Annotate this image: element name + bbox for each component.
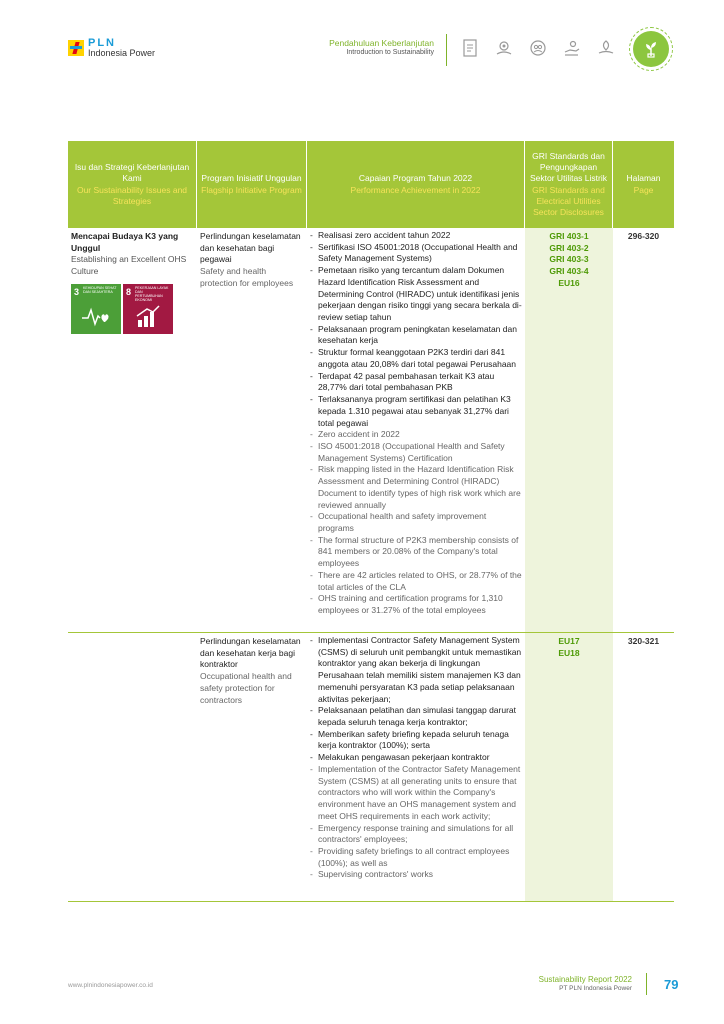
list-item: - Pelaksanaan program peningkatan keselamatan dan kesehatan kerja — [310, 324, 522, 347]
list-item: - Struktur formal keanggotaan P2K3 terdiri dari 841 anggota atau 20,08% dari total pegawai Perusahaan — [310, 347, 522, 370]
header-page-id: Halaman — [626, 173, 661, 184]
current-chapter-indicator[interactable] — [629, 27, 673, 71]
gri-code: EU18 — [558, 647, 580, 658]
list-item: - There are 42 articles related to OHS, or 28.77% of the total articles of the CLA — [310, 570, 522, 593]
header-page — [613, 141, 674, 228]
section-title-id: Pendahuluan Keberlanjutan — [329, 38, 434, 48]
page-cell: 320-321 — [627, 636, 660, 646]
header-issues — [68, 141, 197, 228]
table-row — [68, 228, 674, 632]
footer-url[interactable]: www.plnindonesiapower.co.id — [68, 982, 153, 989]
sdg-3-number: 3 — [74, 286, 80, 297]
section-title-en: Introduction to Sustainability — [346, 48, 434, 56]
sdg-8-label: PEKERJAAN LAYAK DAN PERTUMBUHAN EKONOMI — [135, 285, 169, 302]
list-item: - Providing safety briefings to all contract employees (100%); as well as — [310, 846, 522, 869]
sdg-8-number: 8 — [126, 286, 132, 297]
list-item: - Pelaksanaan pelatihan dan simulasi tanggap darurat kepada seluruh tenaga kerja kontraktor; — [310, 705, 522, 728]
sdg-badges — [71, 284, 194, 334]
section-title — [329, 38, 434, 57]
header-program — [197, 141, 307, 228]
hand-coin-icon[interactable] — [560, 36, 584, 60]
table-bottom-rule — [68, 901, 674, 902]
footer-company: PT PLN Indonesia Power — [559, 985, 632, 993]
sdg-8-icon — [123, 284, 173, 334]
gri-code: GRI 403-3 — [549, 254, 589, 265]
issue-cell — [68, 228, 197, 632]
program-title-id: Perlindungan keselamatan dan kesehatan bagi pegawai — [200, 231, 301, 265]
company-logo — [68, 38, 155, 58]
footer-report — [539, 975, 632, 994]
header-achievement-en: Performance Achievement in 2022 — [350, 184, 481, 195]
gri-code: EU17 — [558, 636, 580, 646]
table-row — [68, 632, 674, 901]
list-item: - The formal structure of P2K3 membership consists of 841 members or 20.08% of the Company's total employees — [310, 535, 522, 570]
pln-logo-icon — [68, 40, 84, 56]
logo-subtitle: Indonesia Power — [88, 48, 156, 58]
list-item: - Implementation of the Contractor Safety Management System (CSMS) at all generating units to ensure that contractors who will work within the Company's environment have an OHS management system and meet OHS requirements in each work activity; — [310, 764, 522, 823]
achievement-cell — [307, 228, 525, 632]
program-title-en: Safety and health protection for employees — [200, 266, 294, 288]
plant-plug-icon — [633, 31, 669, 67]
page-cell: 296-320 — [627, 231, 660, 241]
issue-title-en: Establishing an Excellent OHS Culture — [71, 254, 187, 277]
header-achievement — [307, 141, 525, 228]
header-issues-en: Our Sustainability Issues and Strategies — [76, 184, 188, 206]
leaf-hand-icon[interactable] — [594, 36, 618, 60]
gri-code: GRI 403-4 — [549, 266, 589, 277]
sustainability-table — [68, 141, 674, 902]
page-number: 79 — [664, 977, 679, 992]
header-gri-en: GRI Standards and Electrical Utilities Sector Disclosures — [532, 184, 605, 217]
list-item: - Melakukan pengawasan pekerjaan kontraktor — [310, 752, 522, 764]
gear-hand-icon[interactable] — [492, 36, 516, 60]
footer-report-title: Sustainability Report 2022 — [538, 975, 632, 984]
list-item: - Zero accident in 2022 — [310, 429, 522, 441]
program-cell — [197, 633, 307, 901]
list-item: - Sertifikasi ISO 45001:2018 (Occupational Health and Safety Management Systems) — [310, 242, 522, 265]
list-item: - Terdapat 42 pasal pembahasan terkait K3 atau 28,77% dari total pembahasan PKB — [310, 371, 522, 394]
program-title-en: Occupational health and safety protection for contractors — [200, 671, 292, 705]
logo-brand: PLN — [88, 37, 116, 49]
list-item: - ISO 45001:2018 (Occupational Health and Safety Management Systems) Certification — [310, 441, 522, 464]
list-item: - OHS training and certification programs for 1,310 employees or 31.27% of the total employees — [310, 593, 522, 616]
gri-cell — [525, 633, 613, 901]
table-header — [68, 141, 674, 228]
list-item: - Occupational health and safety improvement programs — [310, 511, 522, 534]
list-item: - Emergency response training and simulations for all contractors' employees; — [310, 823, 522, 846]
list-item: - Risk mapping listed in the Hazard Identification Risk Assessment and Determining Control (HIRADC) Document to identify types of high risk work which are reviewed annually — [310, 464, 522, 511]
sdg-3-label: KEHIDUPAN SEHAT DAN SEJAHTERA — [83, 285, 117, 294]
header-page-en: Page — [633, 184, 654, 195]
header-gri — [525, 141, 613, 228]
list-item: - Supervising contractors' works — [310, 869, 522, 881]
list-item: - Realisasi zero accident tahun 2022 — [310, 230, 522, 242]
header-program-en: Flagship Initiative Program — [201, 184, 302, 195]
gri-code: GRI 403-2 — [549, 242, 589, 253]
header-achievement-id: Capaian Program Tahun 2022 — [358, 173, 473, 184]
document-icon[interactable] — [458, 36, 482, 60]
list-item: - Terlaksananya program sertifikasi dan pelatihan K3 kepada 1.310 pegawai atau sebanyak 31,27% dari total pegawai — [310, 394, 522, 429]
list-item: - Memberikan safety briefing kepada seluruh tenaga kerja kontraktor (100%); serta — [310, 729, 522, 752]
program-cell — [197, 228, 307, 632]
header-gri-id: GRI Standards dan Pengungkapan Sektor Utilitas Listrik — [530, 151, 607, 184]
list-item: - Pemetaan risiko yang tercantum dalam Dokumen Hazard Identification Risk Assessment and Determining Control (HIRADC) untuk identifikasi jenis pekerjaan dengan risiko tinggi yang secara berkala di-review setiap tahun — [310, 265, 522, 324]
people-icon[interactable] — [526, 36, 550, 60]
gri-code: GRI 403-1 — [549, 231, 589, 241]
list-item: - Implementasi Contractor Safety Management System (CSMS) di seluruh unit pembangkit untuk memastikan kontraktor yang akan bekerja di lingkungan Perusahaan telah memiliki sistem manajemen K3 dan memenuhi persyaratan K3 pada setiap pelaksanaan aktivitas pekerjaan; — [310, 635, 522, 705]
program-title-id: Perlindungan keselamatan dan kesehatan kerja bagi kontraktor — [200, 636, 301, 670]
gri-cell — [525, 228, 613, 632]
header-issues-id: Isu dan Strategi Keberlanjutan Kami — [74, 162, 190, 184]
header-divider — [446, 34, 447, 66]
issue-title-id: Mencapai Budaya K3 yang Unggul — [71, 231, 179, 253]
sdg-3-icon — [71, 284, 121, 334]
header-program-id: Program Inisiatif Unggulan — [201, 173, 302, 184]
gri-code: EU16 — [558, 277, 580, 288]
issue-cell-empty — [68, 633, 197, 901]
chapter-nav — [458, 36, 618, 60]
achievement-cell — [307, 633, 525, 901]
footer-divider — [646, 973, 647, 995]
